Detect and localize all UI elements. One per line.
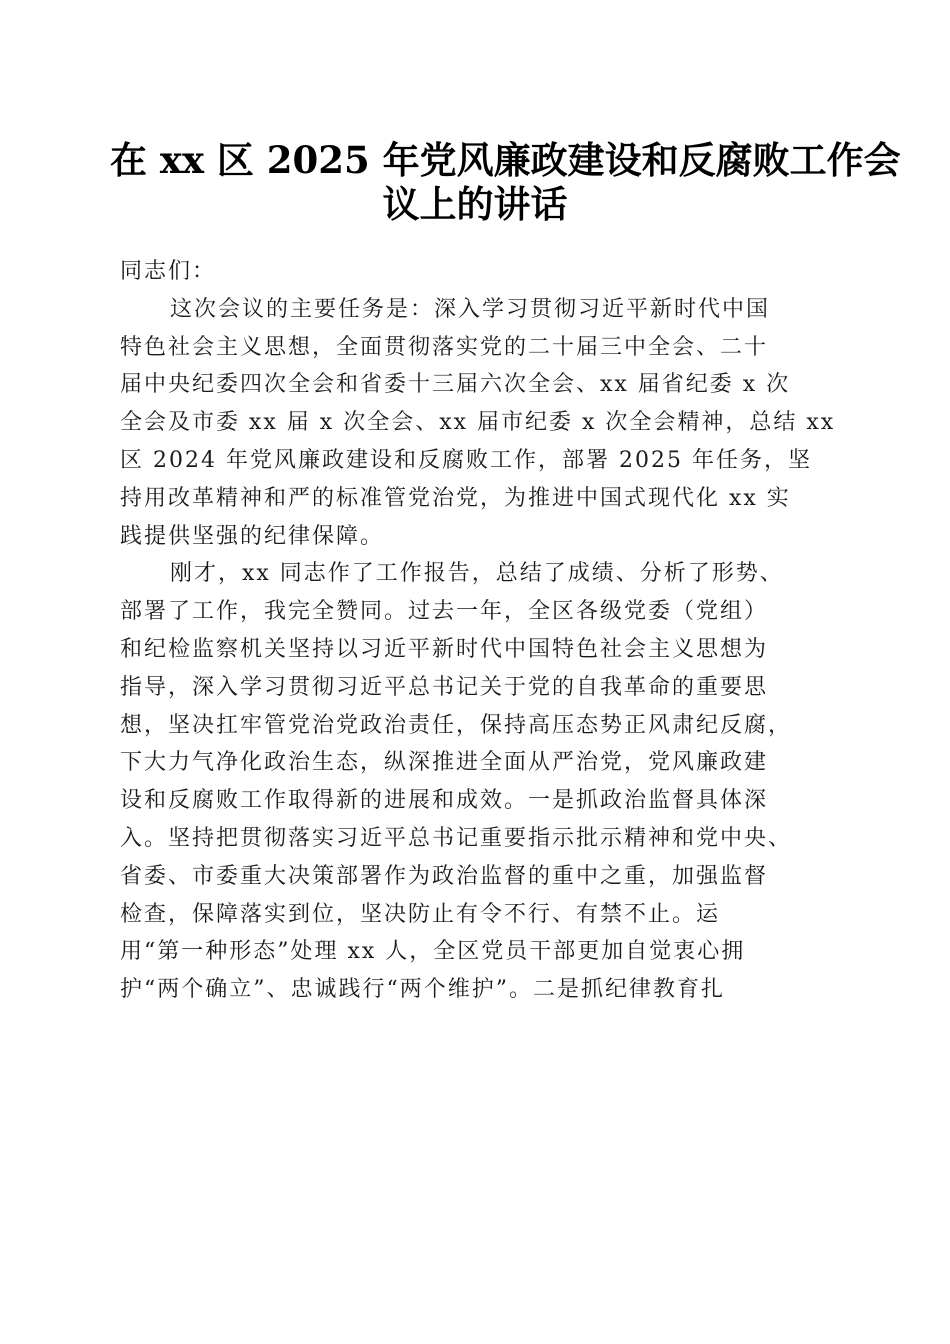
paragraph-line: 持用改革精神和严的标准管党治党，为推进中国式现代化 xx 实: [120, 485, 791, 511]
paragraph-line: 想，坚决扛牢管党治党政治责任，保持高压态势正风肃纪反腐，: [120, 712, 793, 738]
paragraph-line: 区 2024 年党风廉政建设和反腐败工作，部署 2025 年任务，坚: [120, 447, 812, 473]
paragraph-line: 部署了工作，我完全赞同。过去一年，全区各级党委（党组）: [120, 599, 769, 625]
paragraph-line: 刚才，xx 同志作了工作报告，总结了成绩、分析了形势、: [170, 561, 784, 587]
salutation: 同志们：: [120, 259, 217, 284]
paragraph-line: 特色社会主义思想，全面贯彻落实党的二十届三中全会、二十: [120, 334, 769, 360]
paragraph-line: 指导，深入学习贯彻习近平总书记关于党的自我革命的重要思: [120, 674, 769, 700]
paragraph-line: 检查，保障落实到位，坚决防止有令不行、有禁不止。运: [120, 901, 721, 927]
paragraph-line: 用“第一种形态”处理 xx 人，全区党员干部更加自觉衷心拥: [120, 939, 746, 965]
paragraph-line: 全会及市委 xx 届 x 次全会、xx 届市纪委 x 次全会精神，总结 xx: [120, 410, 836, 436]
paragraph-line: 护“两个确立”、忠诚践行“两个维护”。二是抓纪律教育扎: [120, 977, 725, 1003]
paragraph-2: [120, 555, 835, 1009]
paragraph-line: 下大力气净化政治生态，纵深推进全面从严治党，党风廉政建: [120, 750, 769, 776]
paragraph-line: 践提供坚强的纪律保障。: [120, 523, 385, 549]
paragraph-line: 设和反腐败工作取得新的进展和成效。一是抓政治监督具体深: [120, 788, 769, 814]
paragraph-line: 和纪检监察机关坚持以习近平新时代中国特色社会主义思想为: [120, 636, 769, 662]
document-title: [110, 138, 901, 226]
paragraph-line: 这次会议的主要任务是：深入学习贯彻习近平新时代中国: [170, 296, 771, 322]
paragraph-line: 省委、市委重大决策部署作为政治监督的重中之重，加强监督: [120, 863, 769, 889]
paragraph-line: 届中央纪委四次全会和省委十三届六次全会、xx 届省纪委 x 次: [120, 372, 791, 398]
paragraph-1: [120, 291, 835, 556]
title-line: 在 xx 区 2025 年党风廉政建设和反腐败工作会: [110, 138, 901, 182]
paragraph-line: 入。坚持把贯彻落实习近平总书记重要指示批示精神和党中央、: [120, 825, 793, 851]
title-line: 议上的讲话: [382, 182, 568, 226]
document-body: [120, 253, 835, 1009]
